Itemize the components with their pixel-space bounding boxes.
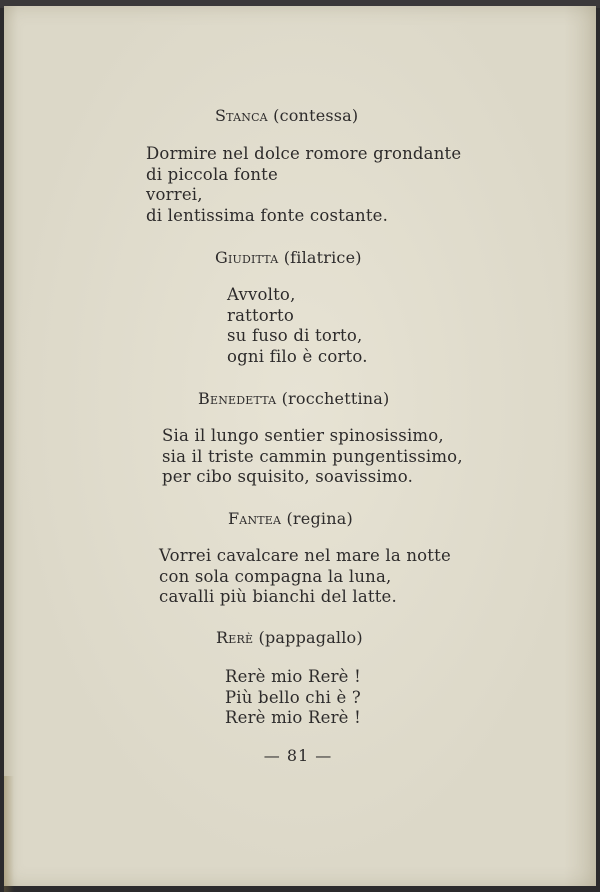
stanza-rere — [225, 667, 361, 729]
character-name: Fantea — [228, 509, 282, 528]
character-name: Rerè — [216, 628, 254, 647]
verse-line: Rerè mio Rerè ! — [225, 708, 361, 727]
character-role: (pappagallo) — [258, 628, 363, 647]
verse-line: con sola compagna la luna, — [159, 566, 392, 586]
verse-line: rattorto — [227, 305, 294, 325]
verse-line: Avvolto, — [227, 285, 296, 304]
verse-line: di lentissima fonte costante. — [146, 205, 389, 225]
paper-stain — [4, 776, 14, 892]
stanza-fantea — [159, 546, 451, 608]
heading-stanca — [215, 106, 358, 125]
stanza-benedetta — [162, 426, 463, 488]
heading-giuditta — [215, 248, 362, 267]
character-role: (regina) — [286, 509, 353, 528]
verse-line: ogni filo è corto. — [227, 346, 368, 366]
verse-line: Dormire nel dolce romore grondante — [146, 144, 462, 163]
verse-line: di piccola fonte — [146, 164, 278, 184]
verse-line: Sia il lungo sentier spinosissimo, — [162, 426, 444, 445]
verse-line: sia il triste cammin pungentissimo, — [162, 446, 463, 466]
verse-line: vorrei, — [146, 185, 203, 204]
verse-line: cavalli più bianchi del latte. — [159, 587, 397, 606]
verse-line: Più bello chi è ? — [225, 687, 361, 707]
verse-line: su fuso di torto, — [227, 326, 363, 345]
stanza-giuditta — [227, 285, 368, 367]
character-role: (filatrice) — [283, 248, 362, 267]
character-role: (contessa) — [273, 106, 359, 125]
verse-line: Rerè mio Rerè ! — [225, 667, 361, 686]
heading-benedetta — [198, 389, 390, 408]
character-name: Benedetta — [198, 389, 277, 408]
character-name: Stanca — [215, 106, 268, 125]
stanza-stanca — [146, 144, 461, 226]
heading-fantea — [228, 509, 353, 528]
character-role: (rocchettina) — [281, 389, 390, 408]
character-name: Giuditta — [215, 248, 279, 267]
heading-rere — [216, 628, 363, 647]
page-number: — 81 — — [263, 746, 333, 765]
verse-line: Vorrei cavalcare nel mare la notte — [159, 546, 451, 565]
verse-line: per cibo squisito, soavissimo. — [162, 467, 414, 486]
